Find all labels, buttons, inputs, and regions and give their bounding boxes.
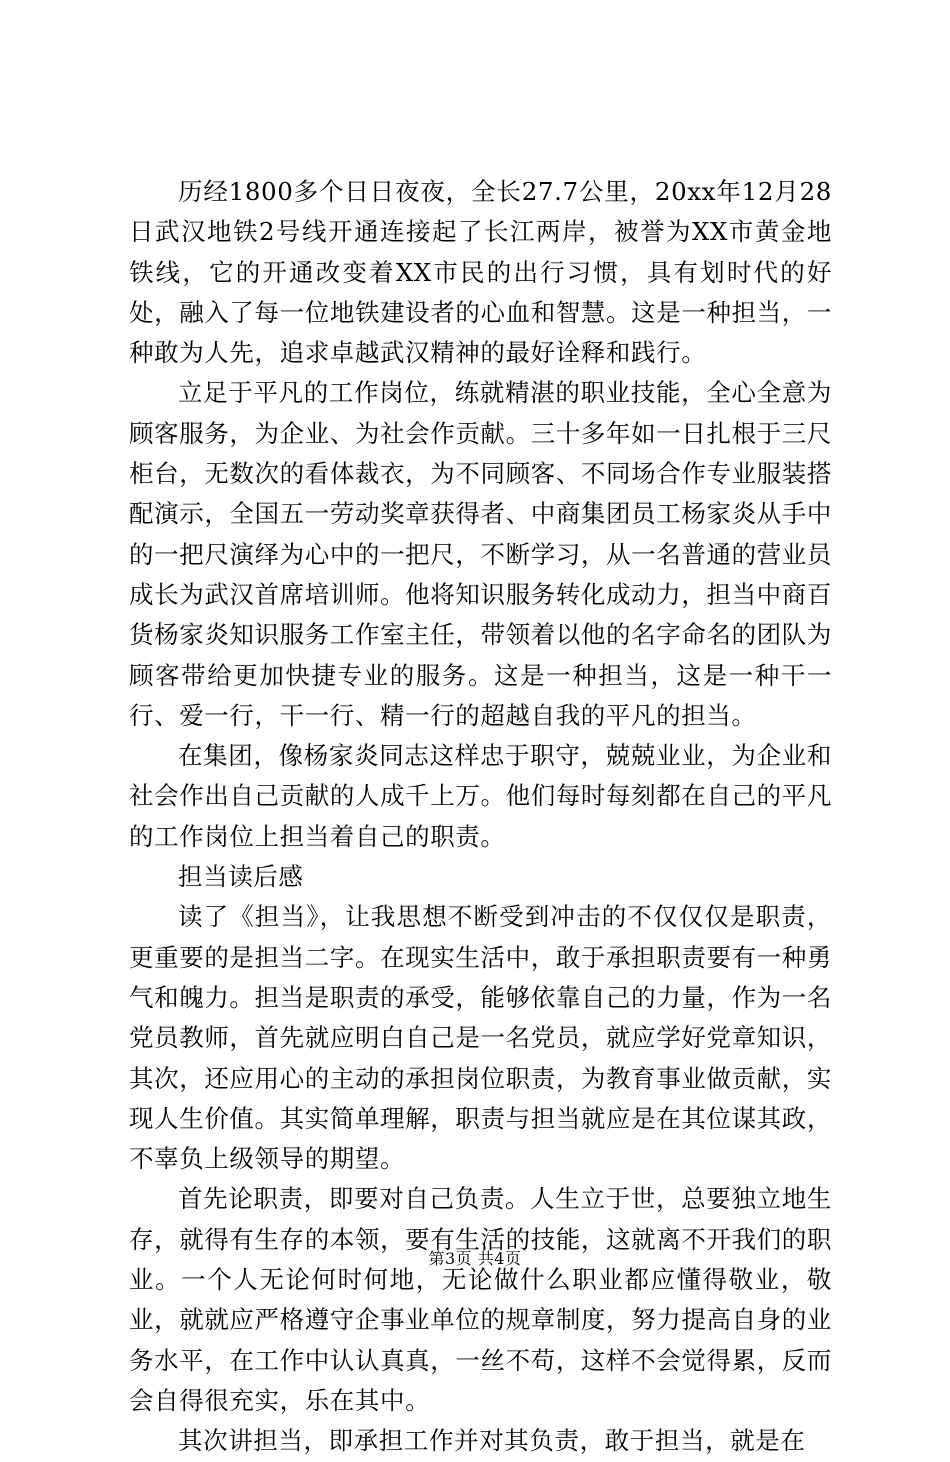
section-heading: 担当读后感: [178, 862, 304, 892]
paragraph-group: 在集团，像杨家炎同志这样忠于职守，兢兢业业，为企业和社会作出自己贡献的人成千上万。他们每时每刻都在自己的平凡的工作岗位上担当着自己的职责。: [129, 741, 832, 851]
paragraph-reading: 读了《担当》，让我思想不断受到冲击的不仅仅仅是职责，更重要的是担当二字。在现实生活中，敢于承担职责要有一种勇气和魄力。担当是职责的承受，能够依靠自己的力量，作为一名党员教师，首先就应明白自己是一名党员，就应学好党章知识，其次，还应用心的主动的承担岗位职责，为教育事业做贡献，实现人生价值。其实简单理解，职责与担当就应是在其位谋其政，不辜负上级领导的期望。: [129, 902, 832, 1174]
page-number-footer: 第3页 共4页: [428, 1249, 522, 1268]
paragraph-yang-jiayan: 立足于平凡的工作岗位，练就精湛的职业技能，全心全意为顾客服务，为企业、为社会作贡献。三十多年如一日扎根于三尺柜台，无数次的看体裁衣，为不同顾客、不同场合作专业服装搭配演示，全国五一劳动奖章获得者、中商集团员工杨家炎从手中的一把尺演绎为心中的一把尺，不断学习，从一名普通的营业员成长为武汉首席培训师。他将知识服务转化成动力，担当中商百货杨家炎知识服务工作室主任，带领着以他的名字命名的团队为顾客带给更加快捷专业的服务。这是一种担当，这是一种干一行、爱一行，干一行、精一行的超越自我的平凡的担当。: [129, 378, 832, 730]
paragraph-duty: 首先论职责，即要对自己负责。人生立于世，总要独立地生存，就得有生存的本领，要有生活的技能，这就离不开我们的职业。一个人无论何时何地，无论做什么职业都应懂得敬业，敬业，就就应严格遵守企事业单位的规章制度，努力提高自身的业务水平，在工作中认认真真，一丝不苟，这样不会觉得累，反而会自得很充实，乐在其中。: [129, 1184, 832, 1415]
paragraph-metro-line: 历经1800多个日日夜夜，全长27.7公里，20xx年12月28日武汉地铁2号线开通连接起了长江两岸，被誉为XX市黄金地铁线，它的开通改变着XX市民的出行习惯，具有划时代的好处，融入了每一位地铁建设者的心血和智慧。这是一种担当，一种敢为人先，追求卓越武汉精神的最好诠释和践行。: [129, 177, 832, 368]
paragraph-responsibility: 其次讲担当，即承担工作并对其负责，敢于担当，就是在: [178, 1426, 806, 1456]
